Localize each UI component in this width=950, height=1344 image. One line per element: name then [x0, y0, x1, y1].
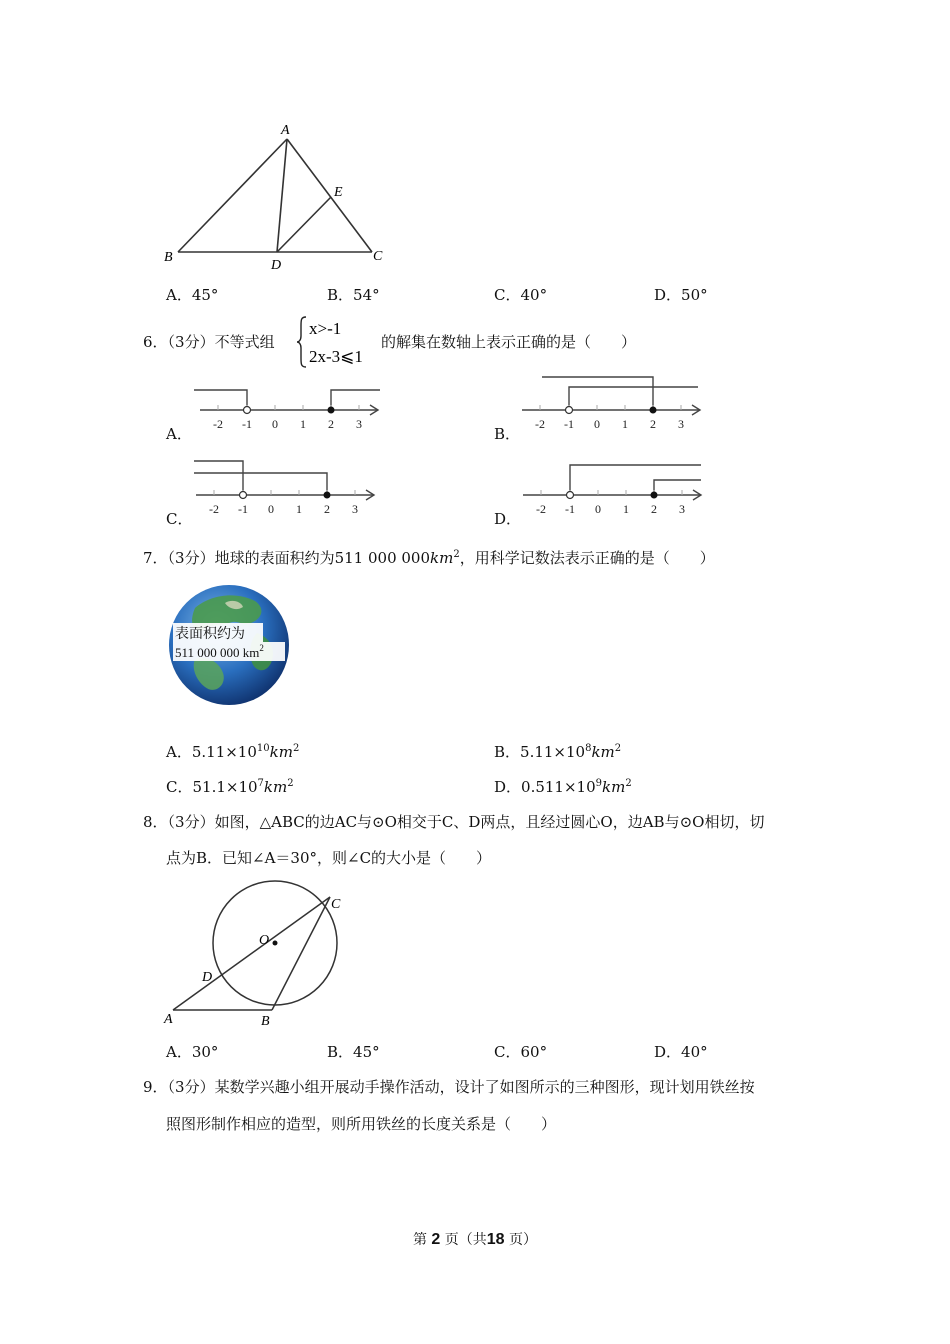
- q8-option-b: B．45°: [327, 1043, 380, 1061]
- q6-inequality-system: [296, 314, 382, 370]
- q6-option-b-letter: B．: [494, 425, 521, 443]
- q6-d-tick--1: -1: [565, 502, 575, 516]
- q6-system-line1: x>-1: [309, 319, 342, 338]
- q6-system-line2: 2x-3⩽1: [309, 347, 363, 366]
- q6-b-tick-0: 0: [594, 417, 600, 431]
- q7-image-text-line1: 表面积约为: [175, 627, 245, 642]
- q6-a-tick-1: 1: [300, 417, 306, 431]
- q6-stem-before: 不等式组: [214, 333, 275, 351]
- q8-option-c: C．60°: [494, 1043, 548, 1061]
- q6-option-d-letter: D．: [494, 510, 522, 528]
- q8-line1: 如图，△ABC的边AC与⊙O相交于C、D两点，且经过圆心O，边AB与⊙O相切，切: [214, 813, 765, 831]
- q9-number: 9．: [143, 1078, 168, 1096]
- footer-page-number: 2: [431, 1231, 441, 1248]
- q7-score: （3分）: [167, 549, 215, 567]
- q6-d-tick-3: 3: [679, 502, 685, 516]
- q6-option-a-numberline: [190, 380, 385, 435]
- q5-option-b: B．54°: [327, 286, 380, 304]
- q7-stem: [143, 548, 715, 568]
- q8-circle-figure: [155, 880, 355, 1030]
- q9-score: （3分）: [167, 1078, 215, 1096]
- q7-image-text-exp: 2: [259, 643, 264, 653]
- q6-c-tick-0: 0: [268, 502, 274, 516]
- q6-c-tick-1: 1: [296, 502, 302, 516]
- q5-label-E: E: [334, 185, 343, 200]
- q5-label-C: C: [373, 249, 383, 264]
- q5-label-B: B: [164, 250, 173, 265]
- q6-option-a-letter: A．: [166, 425, 192, 443]
- q7-number: 7．: [143, 549, 168, 567]
- q6-b-tick--2: -2: [535, 417, 545, 431]
- q6-stem: [143, 332, 275, 352]
- q7-option-c: C．$51.1\times 10^7km^2$: [166, 778, 294, 796]
- q9-stem-line1: [143, 1077, 755, 1097]
- q6-option-c-numberline: [186, 455, 381, 520]
- q8-score: （3分）: [167, 813, 215, 831]
- q6-b-tick-1: 1: [622, 417, 628, 431]
- q8-label-C: C: [331, 897, 341, 912]
- q7-stem-before: 地球的表面积约为511 000 000: [214, 549, 431, 567]
- q6-a-tick--1: -1: [242, 417, 252, 431]
- q5-triangle-figure: [150, 115, 400, 275]
- q6-number: 6．: [143, 333, 168, 351]
- q8-label-B: B: [261, 1014, 270, 1029]
- q9-stem-line2: 照图形制作相应的造型，则所用铁丝的长度关系是（ ）: [166, 1115, 557, 1133]
- q7-image-text-line2: 511 000 000 km: [175, 645, 260, 660]
- footer-total-pages: 18: [486, 1231, 505, 1248]
- q6-b-tick-2: 2: [650, 417, 656, 431]
- q9-line1: 某数学兴趣小组开展动手操作活动，设计了如图所示的三种图形，现计划用铁丝按: [214, 1078, 755, 1096]
- q7-unit: km: [430, 549, 454, 567]
- svg-text:511 000 000 km2: [175, 643, 264, 660]
- q7-option-a: A．$5.11\times 10^{10}km^2$: [166, 743, 300, 761]
- q8-label-D: D: [202, 970, 213, 985]
- q5-label-A: A: [281, 123, 290, 138]
- q8-option-d: D．40°: [654, 1043, 708, 1061]
- q6-d-tick-1: 1: [623, 502, 629, 516]
- q6-c-tick--1: -1: [238, 502, 248, 516]
- q5-option-c: C．40°: [494, 286, 548, 304]
- q5-option-a: A．45°: [166, 286, 219, 304]
- q5-option-d: D．50°: [654, 286, 708, 304]
- q6-d-tick-2: 2: [651, 502, 657, 516]
- q6-a-tick-3: 3: [356, 417, 362, 431]
- q8-label-O: O: [259, 933, 270, 948]
- q6-option-c-letter: C．: [166, 510, 193, 528]
- q6-d-tick--2: -2: [536, 502, 546, 516]
- q8-stem-line2: 点为B．已知∠A＝30°，则∠C的大小是（ ）: [166, 849, 492, 867]
- q6-b-tick-3: 3: [678, 417, 684, 431]
- q5-label-D: D: [271, 258, 282, 273]
- q6-c-tick--2: -2: [209, 502, 219, 516]
- q8-option-a: A．30°: [166, 1043, 219, 1061]
- q6-c-tick-2: 2: [324, 502, 330, 516]
- q7-option-d: D．$0.511\times 10^9km^2$: [494, 778, 632, 796]
- q7-option-b: B．$5.11\times 10^8km^2$: [494, 743, 622, 761]
- q6-score: （3分）: [167, 333, 215, 351]
- q7-earth-image: [165, 583, 293, 707]
- q6-stem-after: 的解集在数轴上表示正确的是（ ）: [381, 333, 637, 351]
- page-footer: 第 2 页（共18 页）: [412, 1231, 538, 1248]
- q6-a-tick-0: 0: [272, 417, 278, 431]
- q7-stem-after: ，用科学记数法表示正确的是（ ）: [459, 549, 715, 567]
- q6-b-tick--1: -1: [564, 417, 574, 431]
- q7-unit-exp: 2: [453, 549, 460, 560]
- q6-option-b-numberline: [512, 372, 707, 435]
- q6-d-tick-0: 0: [595, 502, 601, 516]
- q6-a-tick--2: -2: [213, 417, 223, 431]
- q6-c-tick-3: 3: [352, 502, 358, 516]
- q6-a-tick-2: 2: [328, 417, 334, 431]
- q8-number: 8．: [143, 813, 168, 831]
- q6-option-d-numberline: [513, 457, 708, 520]
- q8-label-A: A: [164, 1012, 173, 1027]
- q8-stem-line1: [143, 812, 764, 832]
